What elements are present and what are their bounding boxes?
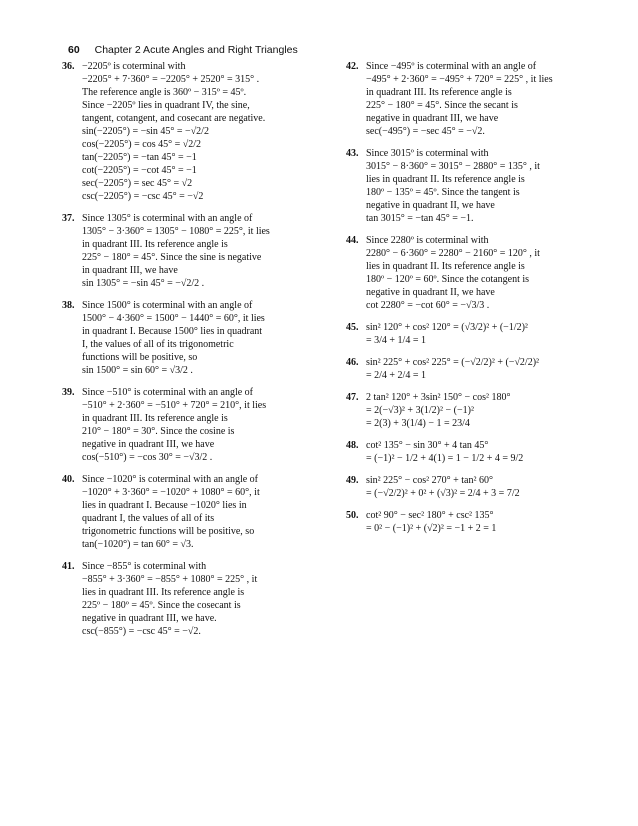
solution-line: quadrant I, the values of all of its [82,513,215,524]
problem-number: 39. [62,387,75,398]
solution-line: csc(−2205°) = −csc 45° = −√2 [82,191,204,202]
solution-line: negative in quadrant III, we have. [82,613,217,624]
solution-line: Since 2280º is coterminal with [366,235,489,246]
solution-line: cos(−2205°) = cos 45° = √2/2 [82,139,202,150]
solution-line: sin² 120° + cos² 120° = (√3/2)² + (−1/2)² [366,322,528,333]
problem [62,212,332,290]
problem-number: 40. [62,474,75,485]
solution-line: cot(−2205°) = −cot 45° = −1 [82,165,197,176]
solution-line: sin 1305° = −sin 45° = −√2/2 . [82,278,205,289]
solution-line: sec(−2205°) = sec 45° = √2 [82,178,193,189]
problem-number: 43. [346,148,359,159]
solution-line: 3015° − 8·360° = 3015° − 2880° = 135° , it [366,161,540,172]
problem-number: 49. [346,475,359,486]
problem-number: 44. [346,235,359,246]
solution-line: −510° + 2·360° = −510° + 720° = 210°, it lies [82,400,267,411]
solution-line: cos(−510°) = −cos 30° = −√3/2 . [82,452,213,463]
solution-line: = 2(3) + 3(1/4) − 1 = 23/4 [366,418,470,429]
solution-line: Since 1500° is coterminal with an angle of [82,300,253,311]
problem [62,60,332,203]
solution-line: = 2/4 + 2/4 = 1 [366,370,426,381]
solution-line: 180º − 135º = 45º. Since the tangent is [366,187,520,198]
solution-line: lies in quadrant II. Its reference angle is [366,261,525,272]
solution-line: Since −510° is coterminal with an angle of [82,387,253,398]
problem [346,321,608,347]
page-number: 60 [68,44,80,56]
solution-line: lies in quadrant I. Because −1020° lies in [82,500,247,511]
right-column [346,60,608,544]
solution-line: = 2(−√3)² + 3(1/2)² − (−1)² [366,405,474,416]
solution-line: 2 tan² 120° + 3sin² 150° − cos² 180° [366,392,511,403]
solution-line: = 3/4 + 1/4 = 1 [366,335,426,346]
problem [346,60,608,138]
solution-line: cot² 135° − sin 30° + 4 tan 45° [366,440,489,451]
solution-line: −2205° + 7·360° = −2205° + 2520° = 315° . [82,74,260,85]
problem [62,386,332,464]
solution-line: in quadrant III. Its reference angle is [82,239,228,250]
solution-line: sin² 225° + cos² 225° = (−√2/2)² + (−√2/2)² [366,357,540,368]
solution-line: tan 3015° = −tan 45° = −1. [366,213,474,224]
solution-line: sin(−2205°) = −sin 45° = −√2/2 [82,126,209,137]
problem-number: 50. [346,510,359,521]
solution-line: in quadrant III. Its reference angle is [366,87,512,98]
solution-line: Since −1020° is coterminal with an angle of [82,474,258,485]
solution-line: −1020° + 3·360° = −1020° + 1080° = 60°, it [82,487,260,498]
solution-line: in quadrant I. Because 1500° lies in quadrant [82,326,263,337]
solution-line: negative in quadrant II, we have [366,287,495,298]
solution-line: −2205º is coterminal with [82,61,186,72]
solution-line: trigonometric functions will be positive, so [82,526,255,537]
solution-line: = 0² − (−1)² + (√2)² = −1 + 2 = 1 [366,523,497,534]
chapter-title: Chapter 2 Acute Angles and Right Triangles [94,44,298,56]
solution-line: negative in quadrant II, we have [366,200,495,211]
solution-line: negative in quadrant III, we have [366,113,499,124]
problem [62,299,332,377]
solution-line: tan(−1020°) = tan 60° = √3. [82,539,194,550]
left-column [62,60,332,647]
solution-line: in quadrant III. Its reference angle is [82,413,228,424]
solution-line: csc(−855°) = −csc 45° = −√2. [82,626,201,637]
problem [346,391,608,430]
problem-number: 41. [62,561,75,572]
solution-line: functions will be positive, so [82,352,198,363]
solution-line: 225° − 180° = 45°. Since the secant is [366,100,518,111]
problem [62,473,332,551]
problem [346,147,608,225]
problem [346,356,608,382]
solution-line: 2280° − 6·360° = 2280° − 2160° = 120° , it [366,248,540,259]
solution-line: 225º − 180º = 45º. Since the cosecant is [82,600,241,611]
solution-line: Since −495º is coterminal with an angle of [366,61,537,72]
solution-line: 1305° − 3·360° = 1305° − 1080° = 225°, it lies [82,226,270,237]
solution-line: lies in quadrant III. Its reference angle is [82,587,245,598]
solution-line: sec(−495°) = −sec 45° = −√2. [366,126,485,137]
solution-line: 210° − 180° = 30°. Since the cosine is [82,426,235,437]
solution-line: I, the values of all of its trigonometric [82,339,234,350]
solution-line: 1500° − 4·360° = 1500° − 1440° = 60°, it lies [82,313,265,324]
problem-number: 45. [346,322,359,333]
solution-line: = (−√2/2)² + 0² + (√3)² = 2/4 + 3 = 7/2 [366,488,520,499]
solution-line: tan(−2205°) = −tan 45° = −1 [82,152,197,163]
problem [346,509,608,535]
problem [346,474,608,500]
solution-line: Since 1305° is coterminal with an angle of [82,213,253,224]
problem-number: 38. [62,300,75,311]
problem-number: 46. [346,357,359,368]
solution-line: The reference angle is 360º − 315º = 45º. [82,87,247,98]
solution-line: tangent, cotangent, and cosecant are negative. [82,113,266,124]
solution-line: cot² 90° − sec² 180° + csc² 135° [366,510,494,521]
solution-line: 180º − 120º = 60º. Since the cotangent is [366,274,530,285]
solution-line: −495° + 2·360° = −495° + 720° = 225° , it lies [366,74,553,85]
solution-line: negative in quadrant III, we have [82,439,215,450]
solution-line: Since −855° is coterminal with [82,561,207,572]
solution-line: sin 1500° = sin 60° = √3/2 . [82,365,193,376]
problem [346,234,608,312]
solution-line: in quadrant III, we have [82,265,178,276]
problem-number: 48. [346,440,359,451]
solution-line: Since 3015º is coterminal with [366,148,489,159]
problem-number: 36. [62,61,75,72]
solution-line: 225° − 180° = 45°. Since the sine is negative [82,252,262,263]
problem-number: 37. [62,213,75,224]
solution-line: Since −2205º lies in quadrant IV, the sine, [82,100,250,111]
problem-number: 47. [346,392,359,403]
solution-line: sin² 225° − cos² 270° + tan² 60° [366,475,493,486]
problem-number: 42. [346,61,359,72]
solution-line: −855° + 3·360° = −855° + 1080° = 225° , it [82,574,258,585]
solution-line: = (−1)² − 1/2 + 4(1) = 1 − 1/2 + 4 = 9/2 [366,453,524,464]
problem [62,560,332,638]
page-header [68,44,298,56]
solution-line: cot 2280° = −cot 60° = −√3/3 . [366,300,490,311]
solution-line: lies in quadrant II. Its reference angle is [366,174,525,185]
problem [346,439,608,465]
